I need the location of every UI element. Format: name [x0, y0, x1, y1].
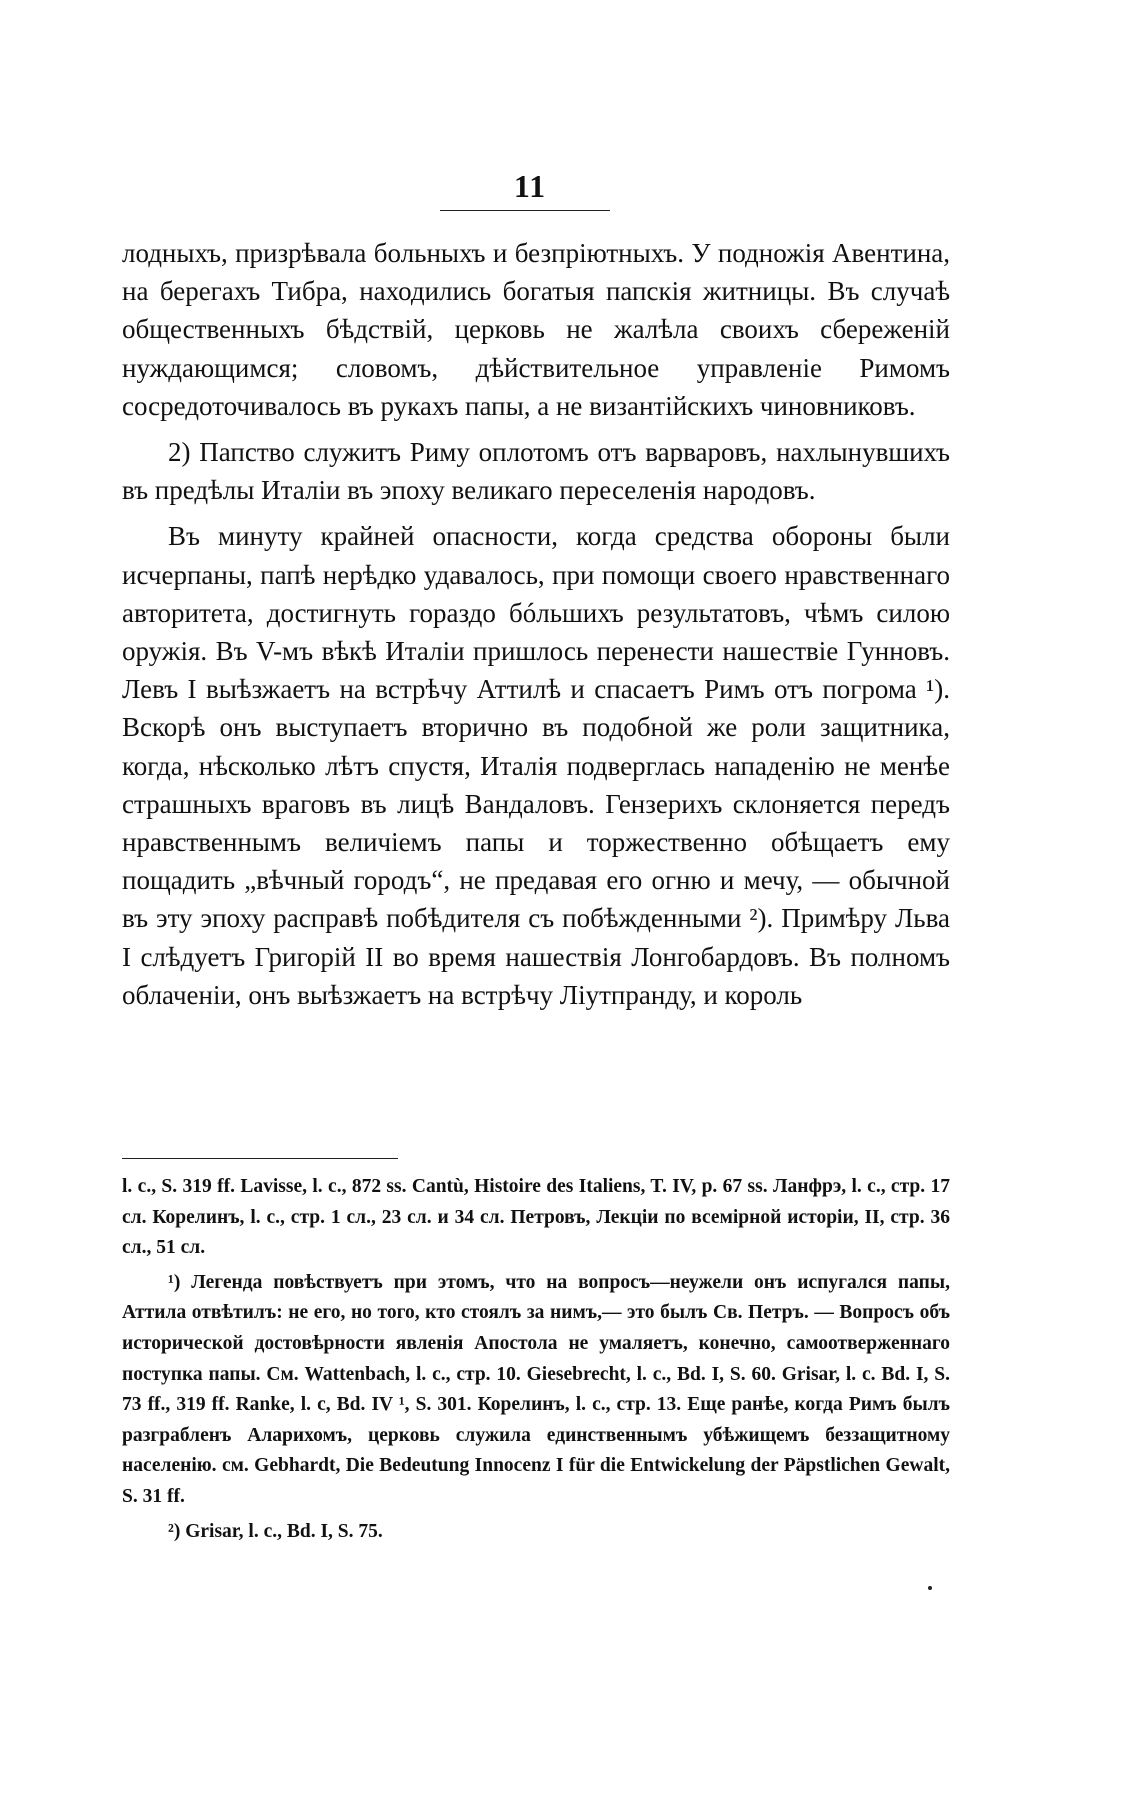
footnote-divider: [122, 1158, 398, 1159]
page-number-rule: [440, 210, 610, 211]
footnote-continuation: l. c., S. 319 ff. Lavisse, l. c., 872 ss. Cantù, Histoire des Italiens, T. IV, p. 67 ss. Ланфрэ, l. c., стр. 17 сл. Корелинъ, l. c., стр. 1 сл., 23 сл. и 34 сл. Петровъ, Лекціи по всемірной исторіи, II, стр. 36 сл., 51 сл.: [122, 1176, 950, 1259]
footnote-2: ²) Grisar, l. c., Bd. I, S. 75.: [168, 1520, 383, 1542]
paragraph-1: лодныхъ, призрѣвала больныхъ и безпріютныхъ. У подножія Авентина, на берегахъ Тибра, находились богатыя папскія житницы. Въ случаѣ общественныхъ бѣдствій, церковь не жалѣла своихъ сбереженій нуждающимся; словомъ, дѣйствительное управленіе Римомъ сосредоточивалось въ рукахъ папы, а не византійскихъ чиновниковъ.: [122, 238, 950, 421]
paragraph-2: 2) Папство служитъ Риму оплотомъ отъ варваровъ, нахлынувшихъ въ предѣлы Италіи въ эпоху великаго переселенія народовъ.: [122, 437, 950, 506]
page-number: 11: [513, 168, 547, 204]
footnotes: [122, 1172, 950, 1547]
main-text: [122, 234, 950, 1014]
footnote-1: ¹) Легенда повѣствуетъ при этомъ, что на вопросъ—неужели онъ испугался папы, Аттила отвѣтилъ: не его, но того, кто стоялъ за нимъ,— это былъ Св. Петръ. — Вопросъ объ исторической достовѣрности явленія Апостола не умаляетъ, конечно, самоотверженнаго поступка папы. См. Wattenbach, l. c., стр. 10. Giesebrecht, l. c., Bd. I, S. 60. Grisar, l. c. Bd. I, S. 73 ff., 319 ff. Ranke, l. c, Bd. IV ¹, S. 301. Корелинъ, l. c., стр. 13. Еще ранѣе, когда Римъ былъ разграбленъ Аларихомъ, церковь служила единственнымъ убѣжищемъ беззащитному населенію. см. Gebhardt, Die Bedeutung Innocenz I für die Entwickelung der Päpstlichen Gewalt, S. 31 ff.: [122, 1271, 950, 1507]
stray-ink-dot: [928, 1586, 932, 1590]
paragraph-3: Въ минуту крайней опасности, когда средства обороны были исчерпаны, папѣ нерѣдко удавалось, при помощи своего нравственнаго авторитета, достигнуть гораздо бóльшихъ результатовъ, чѣмъ силою оружія. Въ V-мъ вѣкѣ Италіи пришлось перенести нашествіе Гунновъ. Левъ I выѣзжаетъ на встрѣчу Аттилѣ и спасаетъ Римъ отъ погрома ¹). Вскорѣ онъ выступаетъ вторично въ подобной же роли защитника, когда, нѣсколько лѣтъ спустя, Италія подверглась нападенію не менѣе страшныхъ враговъ въ лицѣ Вандаловъ. Гензерихъ склоняется передъ нравственнымъ величіемъ папы и торжественно обѣщаетъ ему пощадить „вѣчный городъ“, не предавая его огню и мечу, — обычной въ эту эпоху расправѣ побѣдителя съ побѣжденными ²). Примѣру Льва I слѣдуетъ Григорій II во время нашествія Лонгобардовъ. Въ полномъ облаченіи, онъ выѣзжаетъ на встрѣчу Ліутпранду, и король: [122, 521, 950, 1010]
